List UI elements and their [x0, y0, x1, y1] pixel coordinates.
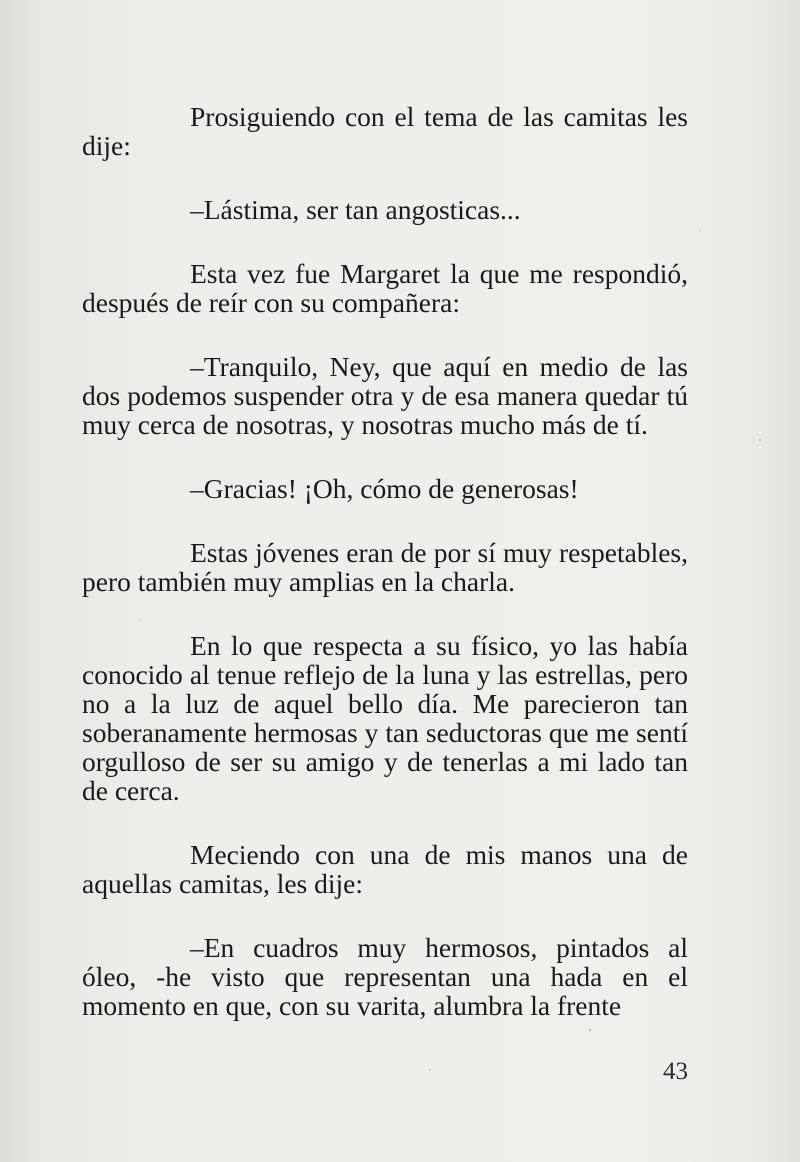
paragraph-8: Meciendo con una de mis manos una de aquellas camitas, les dije:	[82, 839, 688, 899]
paragraph-7: En lo que respecta a su físico, yo las había conocido al tenue reflejo de la luna y las estrellas, pero no a la luz de aquel bello día. Me parecieron tan soberanamente hermosas y tan seductoras que me sentí orgulloso de ser su amigo y de tenerlas a mi lado tan de cerca.	[82, 630, 688, 806]
page-number: 43	[663, 1058, 688, 1085]
body-text	[82, 102, 688, 1020]
paragraph-1: Prosiguiendo con el tema de las camitas les dije:	[82, 101, 688, 161]
paragraph-3: Esta vez fue Margaret la que me respondió, después de reír con su compañera:	[82, 258, 688, 318]
paragraph-5: –Gracias! ¡Oh, cómo de generosas!	[190, 473, 579, 504]
paragraph-4: –Tranquilo, Ney, que aquí en medio de las dos podemos suspender otra y de esa manera quedar tú muy cerca de nosotras, y nosotras mucho más de tí.	[82, 351, 688, 440]
paragraph-6: Estas jóvenes eran de por sí muy respetables, pero también muy amplias en la charla.	[82, 537, 688, 597]
paragraph-2: –Lástima, ser tan angosticas...	[190, 194, 521, 225]
paragraph-9: –En cuadros muy hermosos, pintados al óleo, -he visto que representan una hada en el momento en que, con su varita, alumbra la frente	[82, 932, 688, 1021]
